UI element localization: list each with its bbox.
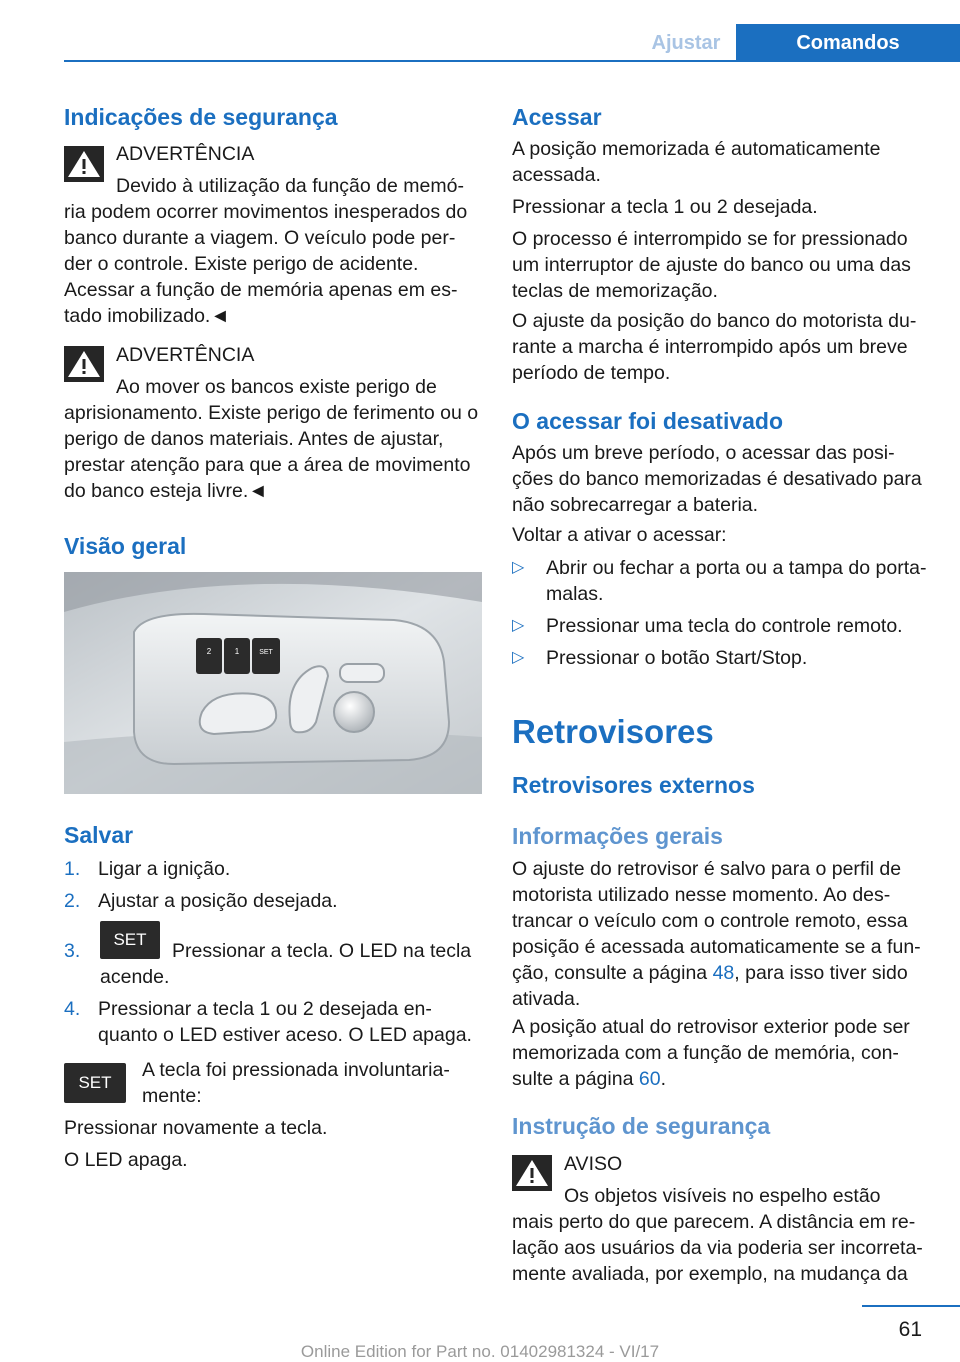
warning-icon bbox=[64, 146, 104, 182]
paragraph: Pressionar a tecla 1 ou 2 desejada. bbox=[512, 196, 818, 218]
warning-text-first: Ao mover os bancos existe perigo de bbox=[116, 376, 437, 398]
heading-deactivated: O acessar foi desativado bbox=[512, 408, 784, 434]
warning-icon bbox=[512, 1155, 552, 1191]
memory-button-1-label: 1 bbox=[234, 647, 240, 656]
bullet-triangle-icon: ▷ bbox=[512, 617, 525, 634]
warning-text: mais perto do que parecem. A distância em re-lação aos usuários da via poderia ser incorreta-mente avaliada, por exemplo, na mudança da bbox=[512, 1211, 923, 1285]
heading-safety-instruction: Instrução de segurança bbox=[512, 1113, 771, 1139]
header-rule bbox=[64, 60, 960, 62]
warning-text: aprisionamento. Existe perigo de ferimento ou o perigo de danos materiais. Antes de ajustar, prestar atenção para que a área de movimento do banco esteja livre.◄ bbox=[64, 402, 479, 502]
warning-title: AVISO bbox=[564, 1153, 623, 1175]
paragraph: O processo é interrompido se for pressionado um interruptor de ajuste do banco ou uma das teclas de memorização. bbox=[512, 228, 911, 302]
heading-mirrors: Retrovisores bbox=[512, 713, 714, 750]
bullet-triangle-icon: ▷ bbox=[512, 649, 525, 666]
paragraph: O ajuste do retrovisor é salvo para o perfil de motorista utilizado nesse momento. Ao des-trancar o veículo com o controle remoto, essa posição é acessada automaticamente se a fun-ção, consulte a página 48, para isso tiver sido ativada. bbox=[512, 858, 921, 1010]
list-item: 1. Ligar a ignição. bbox=[64, 858, 231, 880]
note-text: A tecla foi pressionada involuntaria-mente: bbox=[142, 1059, 450, 1107]
bullet-triangle-icon: ▷ bbox=[512, 559, 525, 576]
list-item: 3. bbox=[64, 940, 81, 962]
tab-comandos[interactable]: Comandos bbox=[736, 24, 960, 62]
paragraph: A posição memorizada é automaticamente acessada. bbox=[512, 138, 881, 186]
warning-title: ADVERTÊNCIA bbox=[116, 344, 255, 366]
page-link-48[interactable]: 48 bbox=[712, 962, 735, 984]
tab-ajustar[interactable]: Ajustar bbox=[651, 32, 721, 54]
set-button-icon: SET bbox=[64, 1063, 126, 1103]
warning-title: ADVERTÊNCIA bbox=[116, 143, 255, 165]
step-3-text: Pressionar a tecla. O LED na tecla acende. bbox=[100, 940, 472, 988]
page-number-rule bbox=[862, 1305, 960, 1307]
warning-text-first: Os objetos visíveis no espelho estão bbox=[564, 1185, 881, 1207]
page-link-60[interactable]: 60 bbox=[638, 1068, 661, 1090]
set-button-label: SET bbox=[259, 649, 273, 656]
heading-safety: Indicações de segurança bbox=[64, 104, 338, 130]
paragraph: Voltar a ativar o acessar: bbox=[512, 524, 727, 546]
heading-overview: Visão geral bbox=[64, 533, 187, 559]
paragraph: O ajuste da posição do banco do motorista du-rante a marcha é interrompido após um breve período de tempo. bbox=[512, 310, 917, 384]
paragraph: Após um breve período, o acessar das posi-ções do banco memorizadas é desativado para não sobrecarregar a bateria. bbox=[512, 442, 922, 516]
memory-button-2-label: 2 bbox=[206, 647, 212, 656]
set-button-icon: SET bbox=[100, 921, 160, 959]
footer-edition: Online Edition for Part no. 01402981324 - VI/17 bbox=[300, 1342, 660, 1361]
heading-general-info: Informações gerais bbox=[512, 823, 723, 849]
list-item: 4. Pressionar a tecla 1 ou 2 desejada en-quanto o LED estiver aceso. O LED apaga. bbox=[64, 998, 472, 1046]
heading-external-mirrors: Retrovisores externos bbox=[512, 772, 755, 798]
heading-access: Acessar bbox=[512, 104, 602, 130]
seat-controls-photo bbox=[64, 572, 482, 794]
list-item: 2. Ajustar a posição desejada. bbox=[64, 890, 338, 912]
paragraph: O LED apaga. bbox=[64, 1149, 188, 1171]
heading-save: Salvar bbox=[64, 822, 134, 848]
warning-icon bbox=[64, 346, 104, 382]
page-number: 61 bbox=[898, 1318, 922, 1341]
paragraph: Pressionar novamente a tecla. bbox=[64, 1117, 328, 1139]
paragraph: A posição atual do retrovisor exterior pode ser memorizada com a função de memória, con-sulte a página 60. bbox=[512, 1016, 910, 1090]
warning-text: ria podem ocorrer movimentos inesperados do banco durante a viagem. O veículo pode per-der o controle. Existe perigo de acidente. Acessar a função de memória apenas em es-tado imobilizado.◄ bbox=[64, 201, 468, 327]
warning-text-first: Devido à utilização da função de memó- bbox=[116, 175, 464, 197]
